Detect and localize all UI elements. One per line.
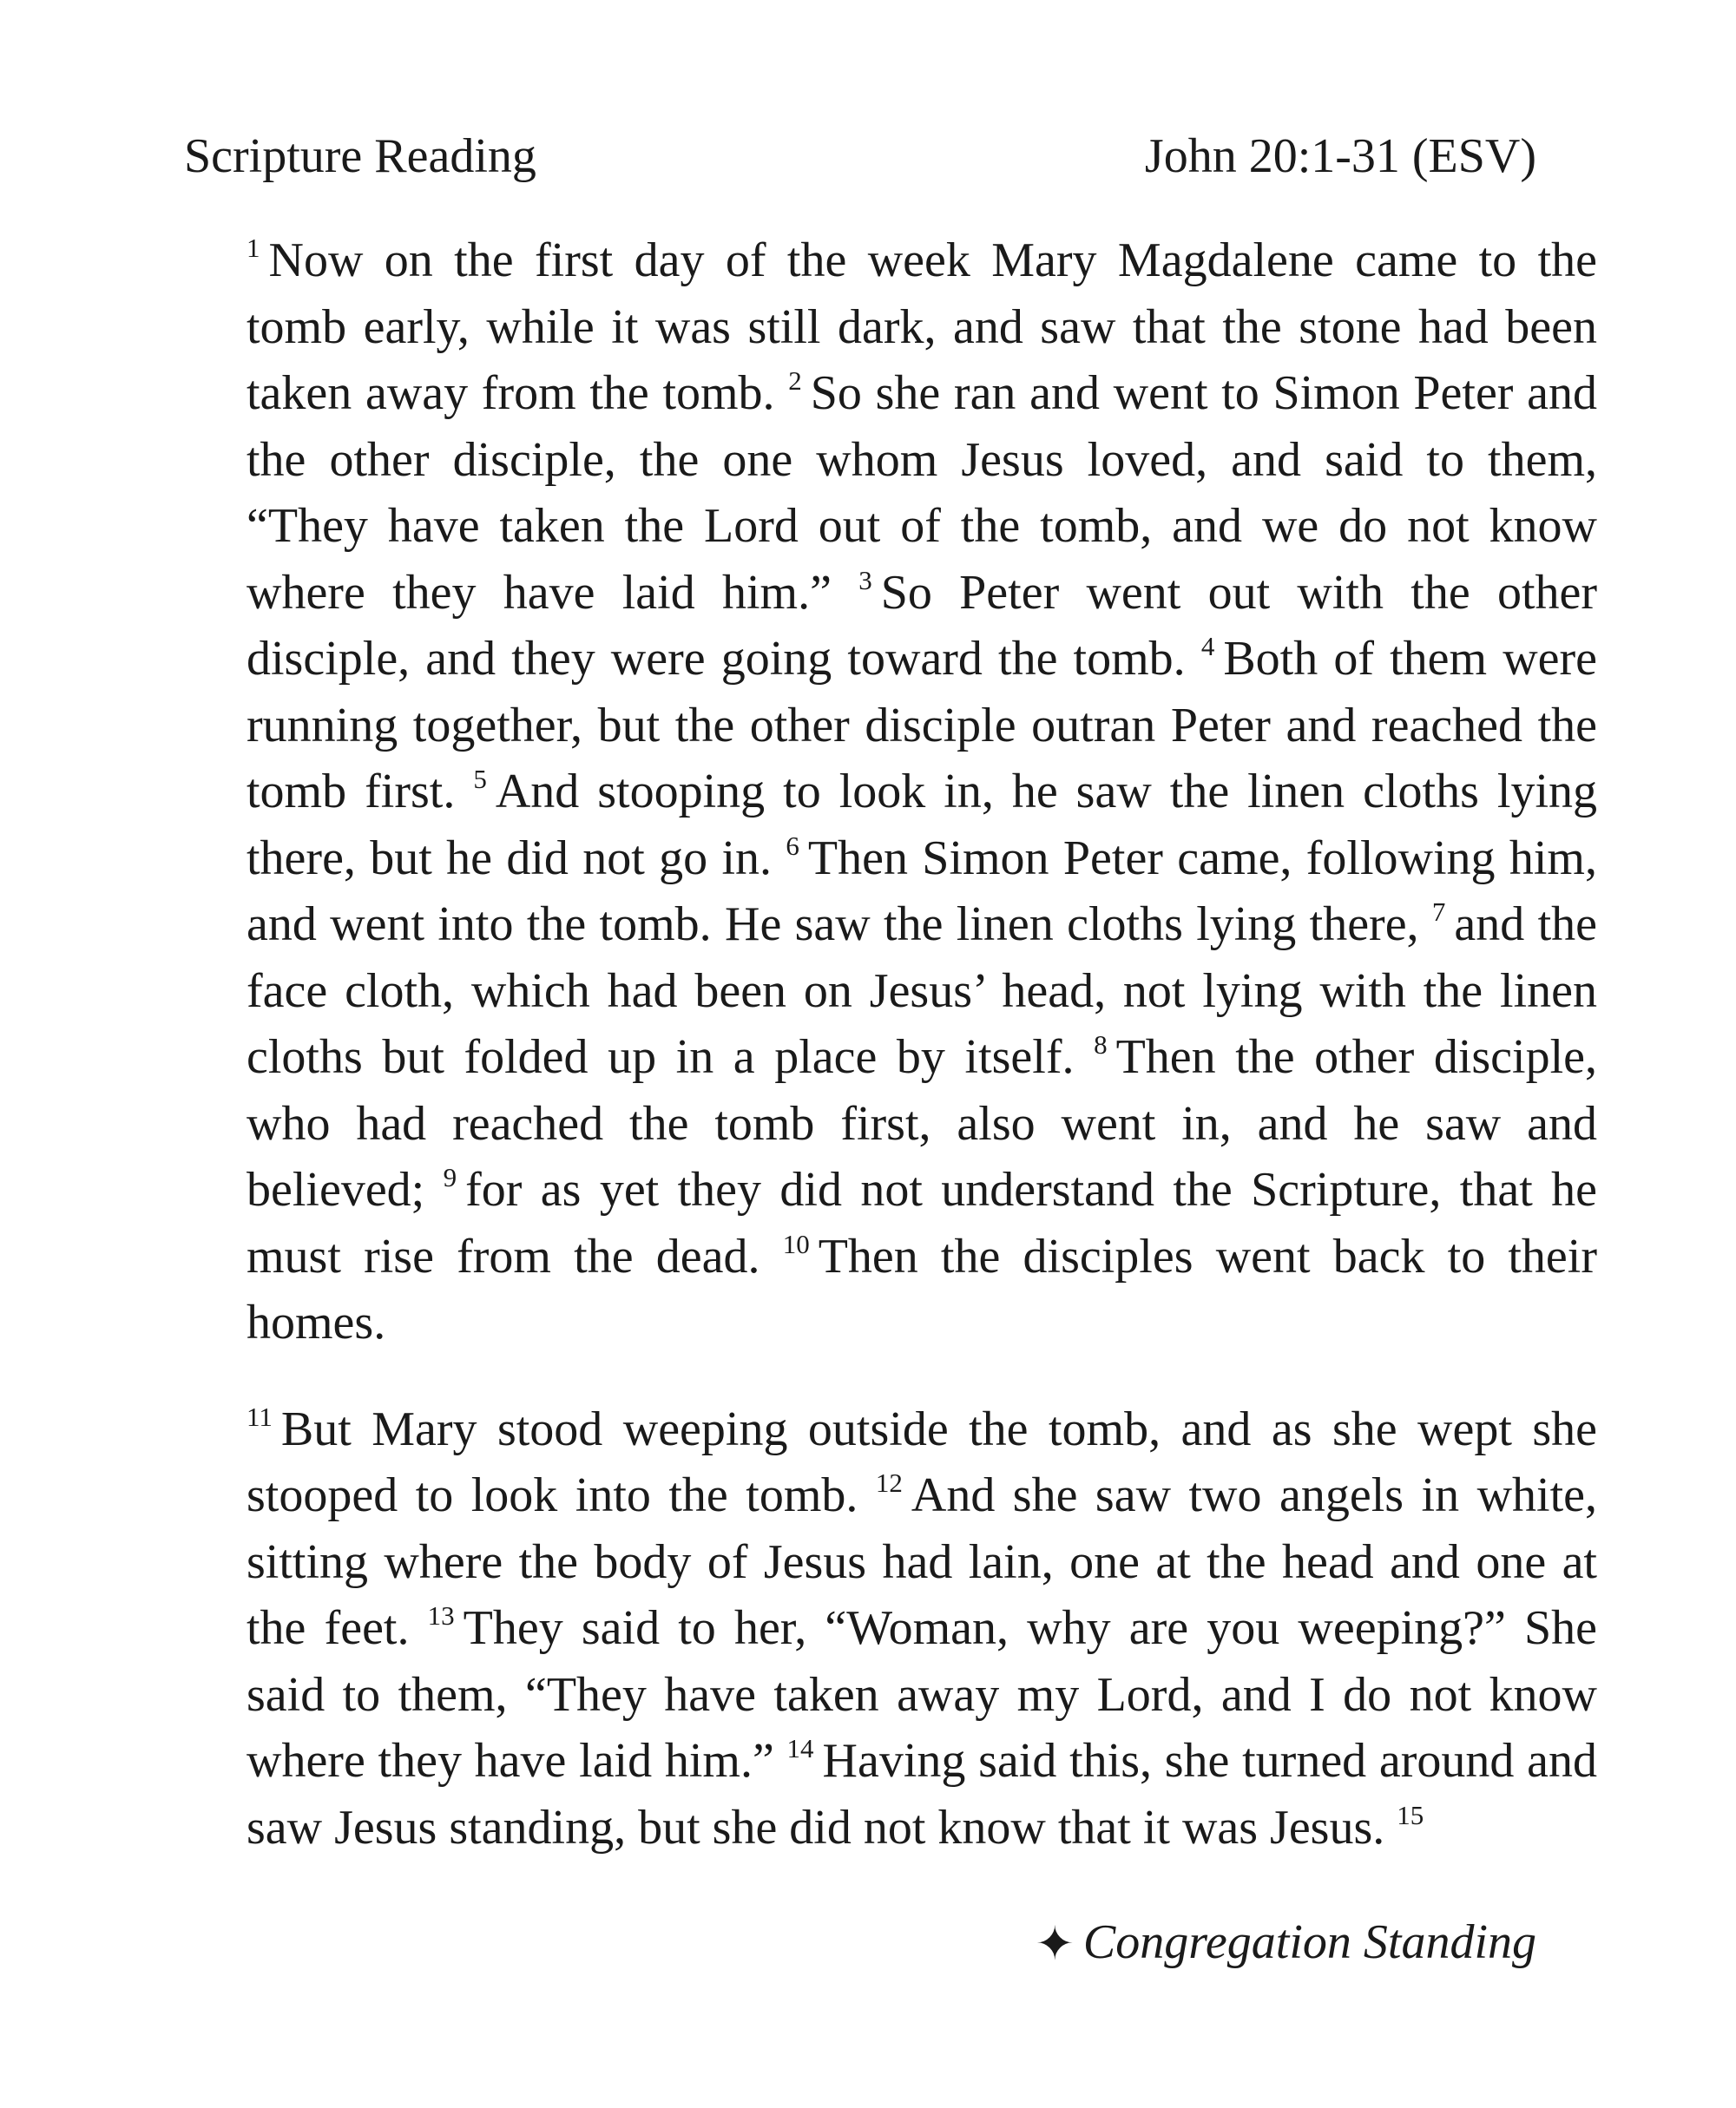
verse-text: Both of them were running together, but the other disciple outran Peter and reached the tomb first. (247, 632, 1598, 818)
verse-text: And stooping to look in, he saw the linen cloths lying there, but he did not go in. (247, 765, 1598, 885)
verse-text: So she ran and went to Simon Peter and the other disciple, the one whom Jesus loved, and said to them, “They have taken the Lord out of the tomb, and we do not know where they have laid him.” (247, 366, 1597, 620)
verse-number: 13 (427, 1600, 455, 1631)
scripture-reference: John 20:1-31 (ESV) (1144, 129, 1536, 183)
verse-text: Then Simon Peter came, following him, and went into the tomb. He saw the linen cloths lying there, (247, 831, 1597, 951)
verse-text: Having said this, she turned around and saw Jesus standing, but she did not know that it was Jesus. (247, 1734, 1597, 1855)
verse-text: Then the other disciple, who had reached the tomb first, also went in, and he saw and believed; (247, 1030, 1598, 1217)
verse-number: 3 (858, 564, 872, 595)
verse-number: 8 (1094, 1029, 1108, 1060)
verse-number: 4 (1200, 631, 1215, 661)
verse-number: 9 (443, 1162, 457, 1192)
section-title: Scripture Reading (184, 129, 536, 183)
passage-paragraph (247, 1396, 1597, 1862)
verse-number: 10 (782, 1228, 810, 1259)
verse-number: 14 (786, 1733, 814, 1763)
verse-text: So Peter went out with the other disciple, and they were going toward the tomb. (247, 565, 1598, 686)
verse-text: and the face cloth, which had been on Jesus’ head, not lying with the linen cloths but folded up in a place by itself. (247, 897, 1598, 1084)
four-pointed-star-icon: ✦ (1035, 1918, 1075, 1970)
verse-number: 1 (247, 233, 260, 263)
verse-text: Now on the first day of the week Mary Magdalene came to the tomb early, while it was still dark, and saw that the stone had been taken away from the tomb. (247, 233, 1597, 420)
verse-number: 2 (788, 365, 802, 396)
verse-number: 6 (786, 830, 799, 861)
passage-paragraph (247, 227, 1597, 1356)
scripture-passage (247, 227, 1597, 1861)
verse-number: 11 (247, 1401, 273, 1432)
congregation-standing-label: Congregation Standing (1082, 1915, 1536, 1969)
verse-text: Then the disciples went back to their homes. (247, 1229, 1597, 1350)
verse-text: for as yet they did not understand the Scripture, that he must rise from the dead. (247, 1163, 1597, 1284)
verse-number: 5 (473, 764, 487, 794)
verse-number: 7 (1431, 896, 1446, 927)
verse-text: But Mary stood weeping outside the tomb, and as she wept she stooped to look into the tomb. (247, 1402, 1597, 1522)
verse-text: And she saw two angels in white, sitting where the body of Jesus had lain, one at the head and one at the feet. (247, 1468, 1597, 1655)
verse-text: They said to her, “Woman, why are you weeping?” She said to them, “They have taken away my Lord, and I do not know where they have laid him.” (247, 1601, 1598, 1788)
page-header (184, 121, 1536, 191)
verse-number: 15 (1397, 1799, 1424, 1830)
verse-number: 12 (875, 1468, 903, 1498)
congregation-standing-note (1036, 1908, 1536, 1977)
